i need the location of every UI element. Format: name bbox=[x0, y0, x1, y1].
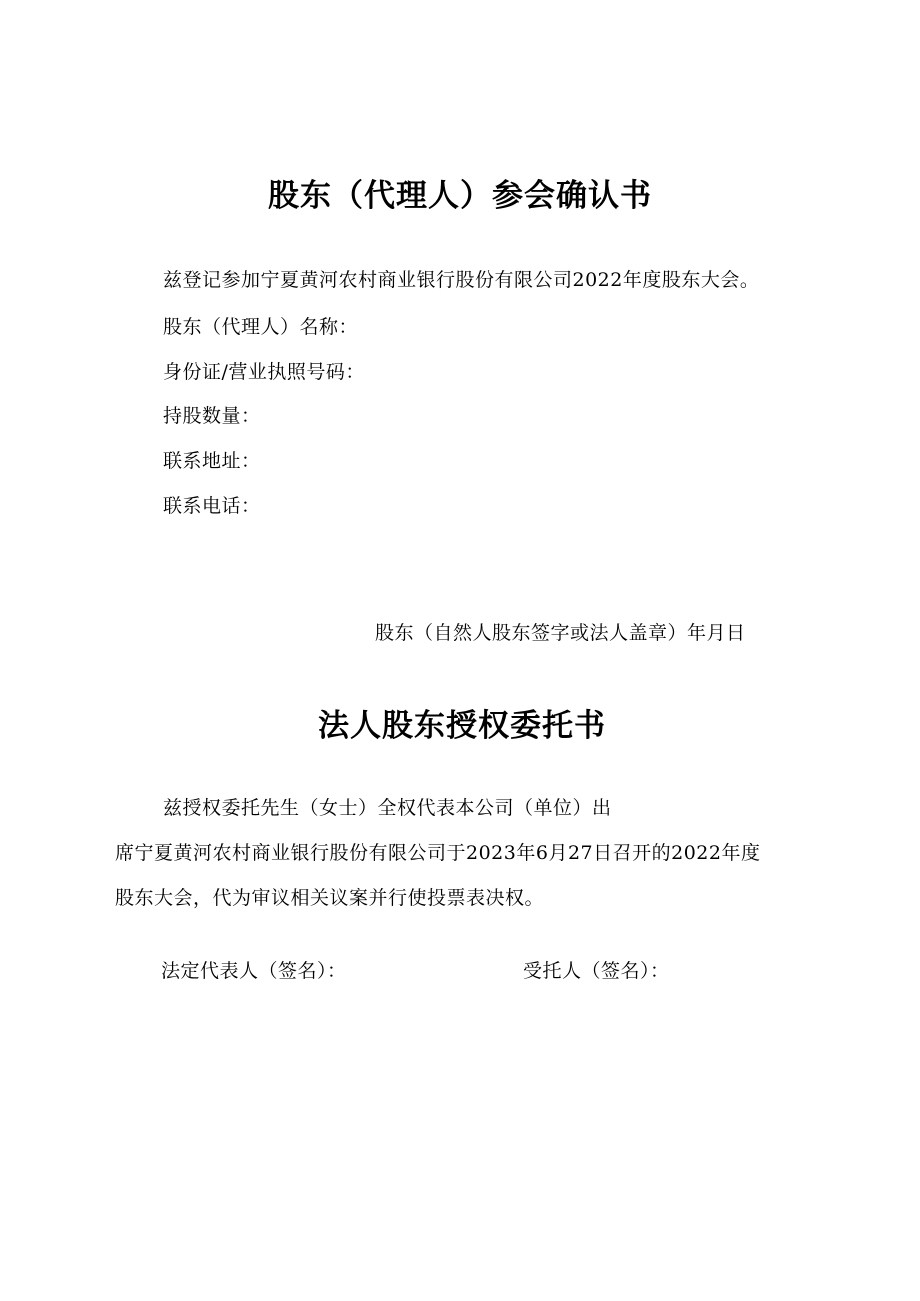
trustee-signature: 受托人（签名）： bbox=[523, 960, 670, 982]
authorization-title: 法人股东授权委托书 bbox=[318, 708, 606, 744]
field-contact-phone: 联系电话： bbox=[163, 495, 261, 517]
field-contact-address: 联系地址： bbox=[163, 450, 261, 472]
authorization-paragraph-line-1: 兹授权委托先生（女士）全权代表本公司（单位）出 bbox=[163, 797, 612, 819]
confirmation-title: 股东（代理人）参会确认书 bbox=[268, 178, 652, 214]
confirmation-intro: 兹登记参加宁夏黄河农村商业银行股份有限公司2022年度股东大会。 bbox=[163, 269, 760, 291]
signature-line: 股东（自然人股东签字或法人盖章）年月日 bbox=[375, 622, 746, 644]
field-id-number: 身份证/营业执照号码： bbox=[163, 361, 365, 383]
legal-representative-signature: 法定代表人（签名）： bbox=[161, 960, 347, 982]
authorization-paragraph-line-3: 股东大会，代为审议相关议案并行使投票表决权。 bbox=[115, 887, 545, 909]
authorization-paragraph-line-2: 席宁夏黄河农村商业银行股份有限公司于2023年6月27日召开的2022年度 bbox=[115, 842, 761, 864]
field-share-quantity: 持股数量： bbox=[163, 405, 261, 427]
field-shareholder-name: 股东（代理人）名称： bbox=[163, 316, 359, 338]
